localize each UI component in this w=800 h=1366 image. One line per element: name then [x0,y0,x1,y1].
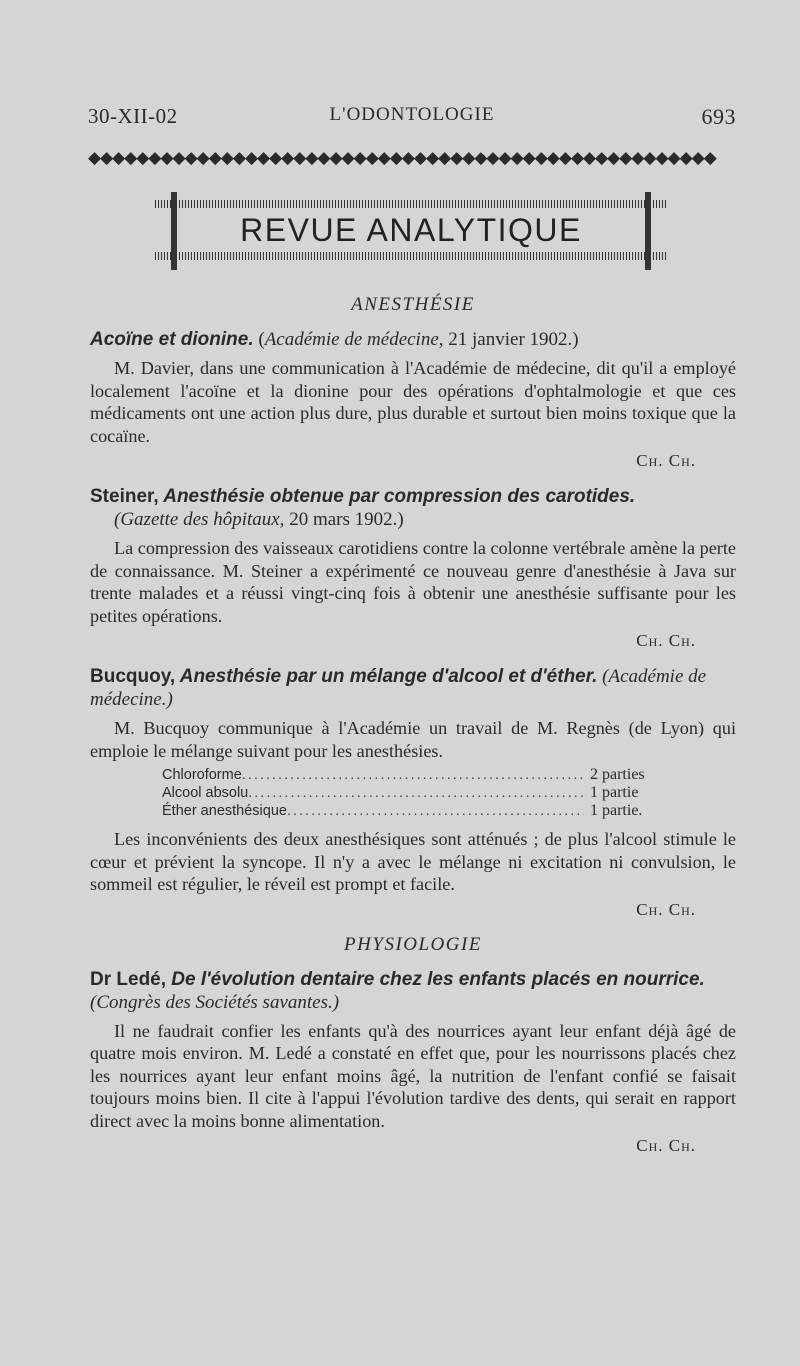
article-source: (Congrès des Sociétés savantes.) [90,991,340,1013]
page-number: 693 [701,104,736,129]
article-title: Acoïne et dionine. [90,329,254,350]
article-source: Académie de médecine, [264,329,444,350]
running-header [88,104,736,134]
journal-name: L'ODONTOLOGIE [329,104,495,125]
recipe-quantity: 1 partie. [590,802,643,819]
title-frame [155,188,667,274]
article-source: (Gazette des hôpitaux, [114,509,285,530]
frame-left-post [171,192,177,270]
article-title: Anesthésie par un mélange d'alcool et d'éther. [175,666,598,687]
recipe-quantity: 2 parties [590,766,645,783]
article-heading [90,665,736,711]
page-title: REVUE ANALYTIQUE [185,210,637,250]
article-source-date: 20 mars 1902.) [284,509,404,530]
article-body: M. Bucquoy communique à l'Académie un travail de M. Regnès (de Lyon) qui emploie le mélange suivant pour les anesthésies. [90,718,736,761]
article-content [90,290,736,1170]
section-heading-physiologie: PHYSIOLOGIE [344,933,482,955]
article-author: Steiner, [90,486,159,507]
source-open: ( [258,329,265,350]
article-body: M. Davier, dans une communication à l'Académie de médecine, dit qu'il a employé localement l'acoïne et la dionine pour des opérations d'ophtalmologie et que ces médicaments ont une action plus dure, plus durable et surtout bien moins toxique que la cocaïne. [90,358,736,446]
section-heading-anesthesie: ANESTHÉSIE [351,294,475,315]
signature: Ch. Ch. [636,1136,696,1155]
article-author: Bucquoy, [90,666,176,687]
article-source-date: 21 janvier 1902.) [443,329,579,350]
signature: Ch. Ch. [636,899,696,919]
issue-date: 30-XII-02 [88,104,178,128]
article-title: De l'évolution dentaire chez les enfants placés en nourrice. [166,968,705,990]
article-author: Dr Ledé, [90,968,167,990]
leader-dots [242,766,584,784]
article-heading [90,328,736,351]
recipe-item: Éther anesthésique [162,803,287,819]
article-source: (Académie de médecine.) [90,666,707,710]
recipe-row [162,766,672,784]
diamond-ornament-rule: ◆◆◆◆◆◆◆◆◆◆◆◆◆◆◆◆◆◆◆◆◆◆◆◆◆◆◆◆◆◆◆◆◆◆◆◆◆◆◆◆◆◆◆◆◆◆◆◆◆◆◆◆ [88,148,716,167]
article-heading [90,485,736,531]
recipe-item: Alcool absolu [162,785,249,801]
signature: Ch. Ch. [636,451,696,470]
article-body: Les inconvénients des deux anesthésiques sont atténués ; de plus l'alcool stimule le cœur et prévient la syncope. Il n'y a avec le mélange ni excitation ni convulsion, le sommeil est régulier, le réveil est prompt et facile. [90,829,736,894]
frame-bottom-bar [155,252,667,260]
recipe-item: Chloroforme [162,767,242,783]
recipe-row [162,784,672,802]
frame-right-post [645,192,651,270]
frame-top-bar [155,200,667,208]
signature: Ch. Ch. [636,631,696,650]
article-heading [90,968,736,1014]
article-title: Anesthésie obtenue par compression des carotides. [158,486,636,507]
recipe-table [162,766,672,820]
leader-dots [248,784,584,802]
article-body: Il ne faudrait confier les enfants qu'à des nourrices ayant leur enfant déjà âgé de quatre mois environ. M. Ledé a constaté en effet que, pour les nourrissons placés chez les nourrices ayant leur enfant moins âgé, la nutrition de l'enfant confié se faisait toujours moins bien. Il cite à l'appui l'évolution tardive des dents, qui serait en rapport direct avec la moins bonne alimentation. [90,1020,736,1131]
leader-dots [287,802,584,820]
article-body: La compression des vaisseaux carotidiens contre la colonne vertébrale amène la perte de connaissance. M. Steiner a expérimenté ce nouveau genre d'anesthésie à Java sur trente malades et a réussi vingt-cinq fois à obtenir une anesthésie suffisante pour les petites opérations. [90,538,736,626]
recipe-quantity: 1 partie [590,784,639,801]
recipe-row [162,802,672,820]
